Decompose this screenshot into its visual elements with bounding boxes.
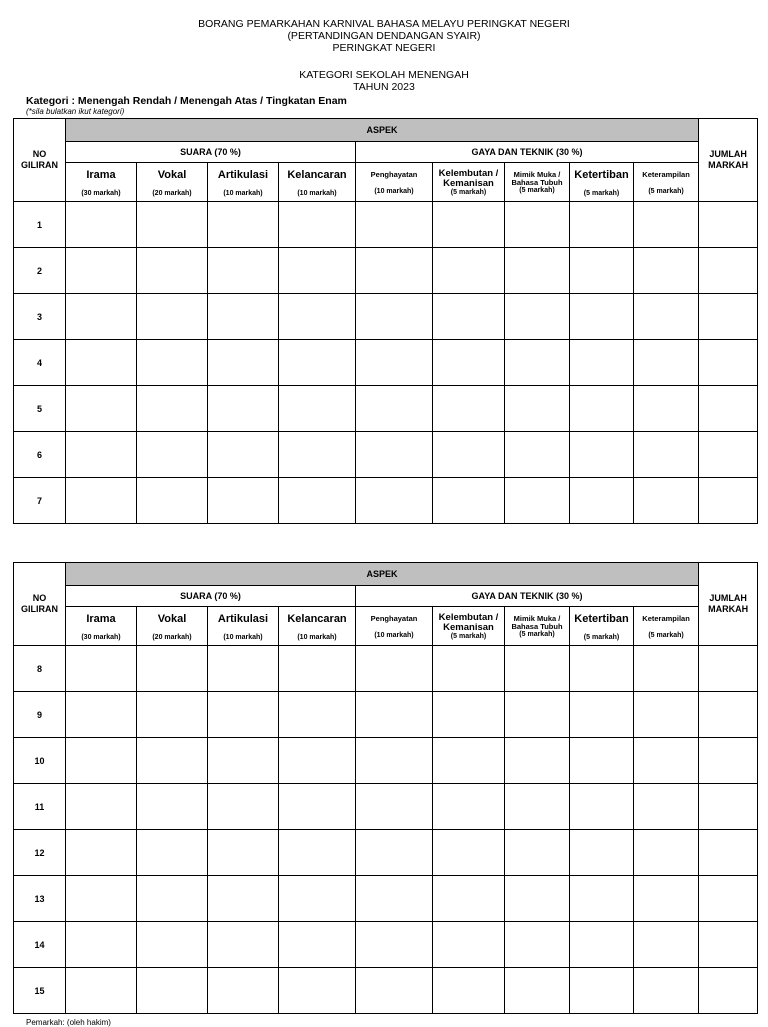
score-cell[interactable]	[66, 432, 137, 478]
score-cell[interactable]	[505, 922, 570, 968]
column-header	[208, 163, 279, 202]
footnote: Pemarkah: (oleh hakim)	[26, 1018, 111, 1027]
score-cell[interactable]	[570, 922, 634, 968]
score-cell[interactable]	[279, 340, 356, 386]
column-header	[356, 607, 433, 646]
table-row	[14, 876, 758, 922]
score-cell[interactable]	[570, 784, 634, 830]
score-cell[interactable]	[356, 386, 433, 432]
score-cell[interactable]	[279, 876, 356, 922]
score-cell[interactable]	[66, 202, 137, 248]
score-cell[interactable]	[699, 340, 758, 386]
column-header	[279, 607, 356, 646]
score-cell[interactable]	[699, 202, 758, 248]
score-cell[interactable]	[634, 646, 699, 692]
score-cell[interactable]	[208, 248, 279, 294]
score-cell[interactable]	[137, 876, 208, 922]
table-row	[14, 968, 758, 1014]
gaya-teknik-header: GAYA DAN TEKNIK (30 %)	[356, 586, 699, 607]
score-cell[interactable]	[433, 876, 505, 922]
score-cell[interactable]	[505, 340, 570, 386]
table-row	[14, 202, 758, 248]
score-cell[interactable]	[570, 478, 634, 524]
score-cell[interactable]	[505, 432, 570, 478]
column-marks: (10 markah)	[374, 188, 414, 195]
score-cell[interactable]	[433, 432, 505, 478]
score-cell[interactable]	[66, 340, 137, 386]
score-cell[interactable]	[356, 968, 433, 1014]
row-number: 6	[14, 432, 66, 478]
score-cell[interactable]	[279, 478, 356, 524]
column-name: Artikulasi	[217, 612, 269, 625]
score-cell[interactable]	[137, 922, 208, 968]
column-marks: (5 markah)	[519, 630, 555, 638]
column-name: Mimik Muka / Bahasa Tubuh	[511, 613, 563, 631]
score-cell[interactable]	[137, 432, 208, 478]
score-cell[interactable]	[137, 248, 208, 294]
score-cell[interactable]	[505, 738, 570, 784]
column-name: Irama	[86, 168, 116, 181]
score-cell[interactable]	[634, 432, 699, 478]
table-row	[14, 386, 758, 432]
form-level: PERINGKAT NEGERI	[332, 42, 436, 54]
score-cell[interactable]	[279, 830, 356, 876]
form-subtitle: (PERTANDINGAN DENDANGAN SYAIR)	[287, 30, 481, 42]
score-cell[interactable]	[208, 202, 279, 248]
column-marks: (20 markah)	[152, 189, 192, 197]
score-cell[interactable]	[66, 294, 137, 340]
score-cell[interactable]	[570, 968, 634, 1014]
score-cell[interactable]	[66, 784, 137, 830]
jumlah-markah-header: JUMLAH MARKAH	[699, 119, 758, 202]
score-cell[interactable]	[137, 478, 208, 524]
score-cell[interactable]	[505, 968, 570, 1014]
column-marks: (5 markah)	[583, 633, 620, 641]
column-header	[634, 163, 699, 202]
column-name: Kelancaran	[287, 168, 347, 181]
row-number: 10	[14, 738, 66, 784]
column-header	[66, 607, 137, 646]
score-cell[interactable]	[699, 876, 758, 922]
score-cell[interactable]	[570, 692, 634, 738]
aspek-header: ASPEK	[66, 119, 699, 142]
table-row	[14, 432, 758, 478]
score-cell[interactable]	[66, 692, 137, 738]
score-cell[interactable]	[66, 922, 137, 968]
score-cell[interactable]	[137, 294, 208, 340]
score-cell[interactable]	[634, 478, 699, 524]
score-cell[interactable]	[570, 876, 634, 922]
score-cell[interactable]	[66, 386, 137, 432]
column-marks: (30 markah)	[81, 633, 121, 641]
column-marks: (10 markah)	[223, 189, 263, 197]
row-number: 9	[14, 692, 66, 738]
score-cell[interactable]	[66, 738, 137, 784]
row-number: 15	[14, 968, 66, 1014]
score-cell[interactable]	[208, 784, 279, 830]
score-cell[interactable]	[66, 968, 137, 1014]
score-cell[interactable]	[433, 386, 505, 432]
score-cell[interactable]	[699, 968, 758, 1014]
column-name: Vokal	[157, 168, 187, 181]
column-name: Mimik Muka / Bahasa Tubuh	[511, 169, 563, 187]
column-name: Irama	[86, 612, 116, 625]
score-cell[interactable]	[356, 784, 433, 830]
score-cell[interactable]	[356, 432, 433, 478]
score-cell[interactable]	[699, 386, 758, 432]
suara-header: SUARA (70 %)	[66, 586, 356, 607]
score-cell[interactable]	[699, 738, 758, 784]
column-marks: (10 markah)	[297, 633, 337, 641]
score-cell[interactable]	[570, 830, 634, 876]
kategori-note: (*sila bulatkan ikut kategori)	[26, 107, 125, 116]
score-cell[interactable]	[699, 922, 758, 968]
score-cell[interactable]	[570, 294, 634, 340]
column-marks: (20 markah)	[152, 633, 192, 641]
column-name: Ketertiban	[574, 612, 629, 625]
column-header	[433, 607, 505, 646]
score-cell[interactable]	[433, 692, 505, 738]
suara-header: SUARA (70 %)	[66, 142, 356, 163]
column-marks: (10 markah)	[374, 632, 414, 639]
row-number: 3	[14, 294, 66, 340]
table-row	[14, 294, 758, 340]
score-cell[interactable]	[505, 202, 570, 248]
score-cell[interactable]	[433, 968, 505, 1014]
column-header	[137, 607, 208, 646]
score-cell[interactable]	[356, 692, 433, 738]
score-cell[interactable]	[634, 294, 699, 340]
score-cell[interactable]	[505, 784, 570, 830]
table-row	[14, 646, 758, 692]
score-cell[interactable]	[208, 432, 279, 478]
column-header	[634, 607, 699, 646]
score-cell[interactable]	[279, 738, 356, 784]
score-cell[interactable]	[66, 646, 137, 692]
score-cell[interactable]	[634, 922, 699, 968]
score-cell[interactable]	[699, 830, 758, 876]
column-marks: (5 markah)	[519, 186, 555, 194]
score-table-2	[13, 562, 758, 1014]
score-cell[interactable]	[279, 968, 356, 1014]
column-header	[505, 163, 570, 202]
row-number: 14	[14, 922, 66, 968]
score-cell[interactable]	[634, 738, 699, 784]
form-category: KATEGORI SEKOLAH MENENGAH	[299, 69, 469, 81]
column-marks: (5 markah)	[583, 189, 620, 197]
score-cell[interactable]	[433, 202, 505, 248]
score-cell[interactable]	[699, 646, 758, 692]
column-name: Kelembutan / Kemanisan	[438, 168, 499, 189]
score-cell[interactable]	[137, 340, 208, 386]
score-cell[interactable]	[137, 646, 208, 692]
score-cell[interactable]	[208, 876, 279, 922]
row-number: 12	[14, 830, 66, 876]
score-cell[interactable]	[570, 386, 634, 432]
score-cell[interactable]	[433, 294, 505, 340]
column-marks: (5 markah)	[450, 633, 487, 640]
score-cell[interactable]	[699, 784, 758, 830]
score-cell[interactable]	[356, 738, 433, 784]
table-row	[14, 830, 758, 876]
score-table-1	[13, 118, 758, 524]
row-number: 11	[14, 784, 66, 830]
column-name: Ketertiban	[574, 168, 629, 181]
score-cell[interactable]	[570, 738, 634, 784]
score-cell[interactable]	[505, 876, 570, 922]
score-cell[interactable]	[208, 830, 279, 876]
score-cell[interactable]	[356, 294, 433, 340]
score-cell[interactable]	[505, 248, 570, 294]
table-row	[14, 340, 758, 386]
score-cell[interactable]	[208, 738, 279, 784]
column-name: Kelembutan / Kemanisan	[438, 612, 499, 633]
row-number: 1	[14, 202, 66, 248]
score-cell[interactable]	[279, 922, 356, 968]
score-cell[interactable]	[356, 478, 433, 524]
score-cell[interactable]	[137, 692, 208, 738]
score-cell[interactable]	[208, 478, 279, 524]
row-number: 2	[14, 248, 66, 294]
form-title: BORANG PEMARKAHAN KARNIVAL BAHASA MELAYU PERINGKAT NEGERI	[198, 18, 570, 30]
score-cell[interactable]	[505, 830, 570, 876]
score-cell[interactable]	[505, 646, 570, 692]
score-cell[interactable]	[208, 968, 279, 1014]
score-cell[interactable]	[433, 340, 505, 386]
score-cell[interactable]	[433, 646, 505, 692]
score-cell[interactable]	[356, 646, 433, 692]
column-name: Keterampilan	[642, 614, 690, 623]
column-header	[66, 163, 137, 202]
score-cell[interactable]	[279, 646, 356, 692]
row-number: 7	[14, 478, 66, 524]
aspek-header: ASPEK	[66, 563, 699, 586]
score-cell[interactable]	[505, 386, 570, 432]
score-cell[interactable]	[137, 830, 208, 876]
column-marks: (10 markah)	[223, 633, 263, 641]
kategori-label: Kategori : Menengah Rendah / Menengah Atas / Tingkatan Enam	[26, 95, 347, 107]
score-cell[interactable]	[279, 248, 356, 294]
row-number: 4	[14, 340, 66, 386]
form-year: TAHUN 2023	[353, 81, 415, 93]
score-cell[interactable]	[66, 830, 137, 876]
score-cell[interactable]	[66, 248, 137, 294]
score-cell[interactable]	[634, 830, 699, 876]
score-cell[interactable]	[208, 386, 279, 432]
score-cell[interactable]	[699, 248, 758, 294]
column-header	[570, 607, 634, 646]
table-row	[14, 692, 758, 738]
score-cell[interactable]	[505, 478, 570, 524]
score-cell[interactable]	[570, 646, 634, 692]
score-cell[interactable]	[279, 386, 356, 432]
score-cell[interactable]	[137, 968, 208, 1014]
column-header	[208, 607, 279, 646]
column-name: Penghayatan	[370, 170, 418, 179]
column-header	[279, 163, 356, 202]
jumlah-markah-header: JUMLAH MARKAH	[699, 563, 758, 646]
column-marks: (10 markah)	[297, 189, 337, 197]
score-cell[interactable]	[279, 432, 356, 478]
score-cell[interactable]	[356, 830, 433, 876]
table-row	[14, 784, 758, 830]
score-cell[interactable]	[433, 248, 505, 294]
score-cell[interactable]	[570, 202, 634, 248]
column-header	[433, 163, 505, 202]
score-cell[interactable]	[137, 202, 208, 248]
score-cell[interactable]	[634, 202, 699, 248]
score-cell[interactable]	[433, 784, 505, 830]
score-cell[interactable]	[279, 202, 356, 248]
column-name: Keterampilan	[642, 170, 690, 179]
no-giliran-header: NO GILIRAN	[14, 119, 66, 202]
score-cell[interactable]	[356, 248, 433, 294]
column-name: Vokal	[157, 612, 187, 625]
score-cell[interactable]	[356, 876, 433, 922]
score-cell[interactable]	[433, 478, 505, 524]
column-name: Artikulasi	[217, 168, 269, 181]
score-cell[interactable]	[505, 692, 570, 738]
score-cell[interactable]	[208, 646, 279, 692]
score-cell[interactable]	[356, 922, 433, 968]
score-cell[interactable]	[356, 202, 433, 248]
column-header	[570, 163, 634, 202]
gaya-teknik-header: GAYA DAN TEKNIK (30 %)	[356, 142, 699, 163]
column-header	[137, 163, 208, 202]
score-cell[interactable]	[634, 692, 699, 738]
row-number: 5	[14, 386, 66, 432]
score-cell[interactable]	[570, 432, 634, 478]
column-name: Penghayatan	[370, 614, 418, 623]
column-marks: (5 markah)	[450, 189, 487, 196]
row-number: 8	[14, 646, 66, 692]
score-cell[interactable]	[208, 294, 279, 340]
table-row	[14, 738, 758, 784]
row-number: 13	[14, 876, 66, 922]
table-row	[14, 478, 758, 524]
score-cell[interactable]	[570, 340, 634, 386]
score-cell[interactable]	[279, 294, 356, 340]
score-cell[interactable]	[279, 692, 356, 738]
column-header	[505, 607, 570, 646]
score-cell[interactable]	[634, 876, 699, 922]
column-marks: (30 markah)	[81, 189, 121, 197]
column-marks: (5 markah)	[648, 188, 684, 195]
score-cell[interactable]	[137, 386, 208, 432]
score-cell[interactable]	[279, 784, 356, 830]
score-cell[interactable]	[208, 340, 279, 386]
score-cell[interactable]	[208, 922, 279, 968]
column-marks: (5 markah)	[648, 632, 684, 639]
score-cell[interactable]	[208, 692, 279, 738]
table-row	[14, 922, 758, 968]
score-cell[interactable]	[433, 830, 505, 876]
score-cell[interactable]	[634, 968, 699, 1014]
score-cell[interactable]	[634, 248, 699, 294]
column-name: Kelancaran	[287, 612, 347, 625]
score-cell[interactable]	[505, 294, 570, 340]
table-row	[14, 248, 758, 294]
no-giliran-header: NO GILIRAN	[14, 563, 66, 646]
score-cell[interactable]	[66, 876, 137, 922]
score-cell[interactable]	[433, 922, 505, 968]
score-cell[interactable]	[66, 478, 137, 524]
score-cell[interactable]	[699, 692, 758, 738]
score-cell[interactable]	[634, 386, 699, 432]
score-cell[interactable]	[433, 738, 505, 784]
score-cell[interactable]	[356, 340, 433, 386]
score-cell[interactable]	[699, 432, 758, 478]
score-cell[interactable]	[137, 784, 208, 830]
score-cell[interactable]	[634, 784, 699, 830]
score-cell[interactable]	[634, 340, 699, 386]
score-cell[interactable]	[137, 738, 208, 784]
score-cell[interactable]	[570, 248, 634, 294]
score-cell[interactable]	[699, 294, 758, 340]
column-header	[356, 163, 433, 202]
score-cell[interactable]	[699, 478, 758, 524]
